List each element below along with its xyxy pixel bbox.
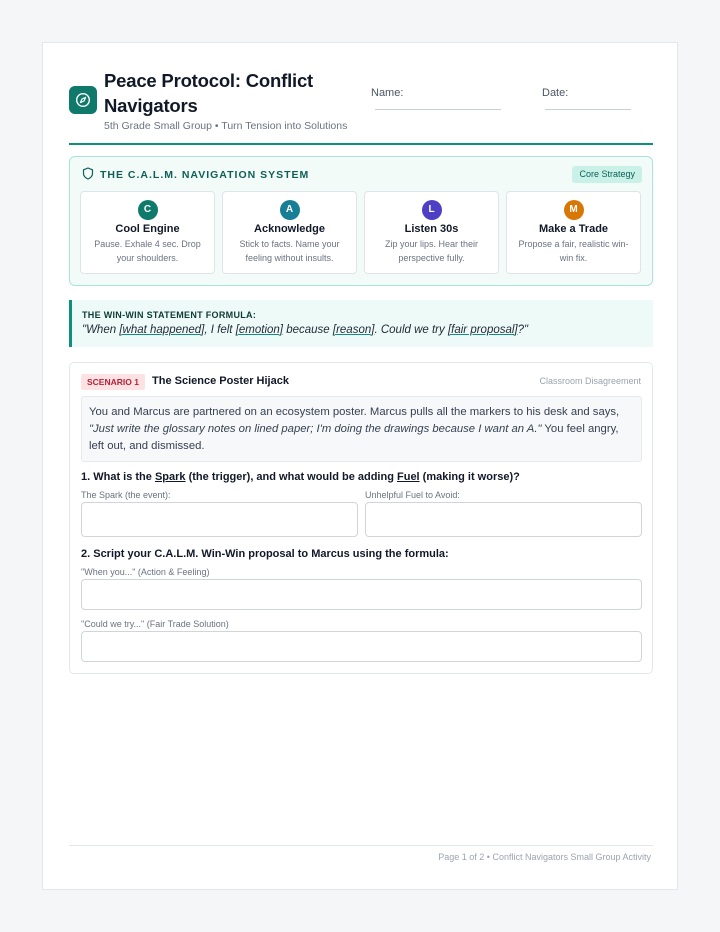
calm-step-l	[364, 191, 499, 274]
calm-step-c	[80, 191, 215, 274]
name-label: Name:	[371, 87, 404, 99]
spark-input[interactable]	[81, 502, 358, 537]
page-subtitle: 5th Grade Small Group • Turn Tension into Solutions	[104, 120, 348, 132]
worksheet-page	[42, 42, 678, 890]
could-we-try-input[interactable]	[81, 631, 642, 662]
could-we-try-label: "Could we try..." (Fair Trade Solution)	[81, 619, 229, 629]
footer-divider	[69, 845, 653, 846]
formula-text: "When [what happened], I felt [emotion] because [reason]. Could we try [fair proposal]?"	[82, 324, 529, 336]
calm-title: THE C.A.L.M. NAVIGATION SYSTEM	[82, 167, 309, 183]
step-description: Stick to facts. Name your feeling without insults.	[239, 239, 340, 263]
fuel-label: Unhelpful Fuel to Avoid:	[365, 490, 460, 500]
when-you-label: "When you..." (Action & Feeling)	[81, 567, 210, 577]
step-description: Zip your lips. Hear their perspective fully.	[384, 239, 479, 263]
shield-icon	[82, 167, 94, 183]
calm-step-m	[506, 191, 641, 274]
name-field-line[interactable]	[375, 109, 501, 110]
date-label: Date:	[542, 87, 569, 99]
formula-blank: [reason]	[332, 324, 375, 336]
fuel-input[interactable]	[365, 502, 642, 537]
when-you-input[interactable]	[81, 579, 642, 610]
compass-icon	[69, 86, 97, 114]
spark-label: The Spark (the event):	[81, 490, 171, 500]
step-name: Make a Trade	[538, 223, 609, 235]
question-2: 2. Script your C.A.L.M. Win-Win proposal to Marcus using the formula:	[81, 548, 449, 560]
step-name: Listen 30s	[404, 223, 459, 235]
win-win-formula-box	[69, 300, 653, 347]
formula-title: THE WIN-WIN STATEMENT FORMULA:	[82, 310, 257, 320]
step-name: Acknowledge	[254, 223, 325, 235]
worksheet-header	[69, 69, 653, 145]
step-letter-badge: L	[422, 200, 442, 220]
scenario-story: You and Marcus are partnered on an ecosystem poster. Marcus pulls all the markers to his desk and says, "Just write the glossary notes on lined paper; I'm doing the drawings because I want an A." You feel angry, left out, and dismissed.	[81, 396, 642, 462]
formula-blank: [fair proposal]	[447, 324, 518, 336]
step-description: Propose a fair, realistic win-win fix.	[518, 239, 629, 263]
scenario-title: The Science Poster Hijack	[152, 375, 289, 387]
formula-blank: [emotion]	[235, 324, 284, 336]
date-field-line[interactable]	[545, 109, 631, 110]
scenario-tag: SCENARIO 1	[81, 374, 145, 390]
step-name: Cool Engine	[115, 223, 180, 235]
calm-step-a	[222, 191, 357, 274]
core-strategy-badge: Core Strategy	[572, 166, 642, 183]
page-footer: Page 1 of 2 • Conflict Navigators Small Group Activity	[438, 852, 651, 862]
calm-navigation-box	[69, 156, 653, 286]
scenario-category: Classroom Disagreement	[539, 376, 641, 386]
step-letter-badge: A	[280, 200, 300, 220]
step-letter-badge: M	[564, 200, 584, 220]
formula-blank: [what happened]	[119, 324, 205, 336]
scenario-card	[69, 362, 653, 674]
question-1: 1. What is the Spark (the trigger), and what would be adding Fuel (making it worse)?	[81, 471, 520, 483]
step-letter-badge: C	[138, 200, 158, 220]
step-description: Pause. Exhale 4 sec. Drop your shoulders.	[94, 239, 201, 263]
page-title: Peace Protocol: Conflict Navigators	[104, 70, 314, 116]
